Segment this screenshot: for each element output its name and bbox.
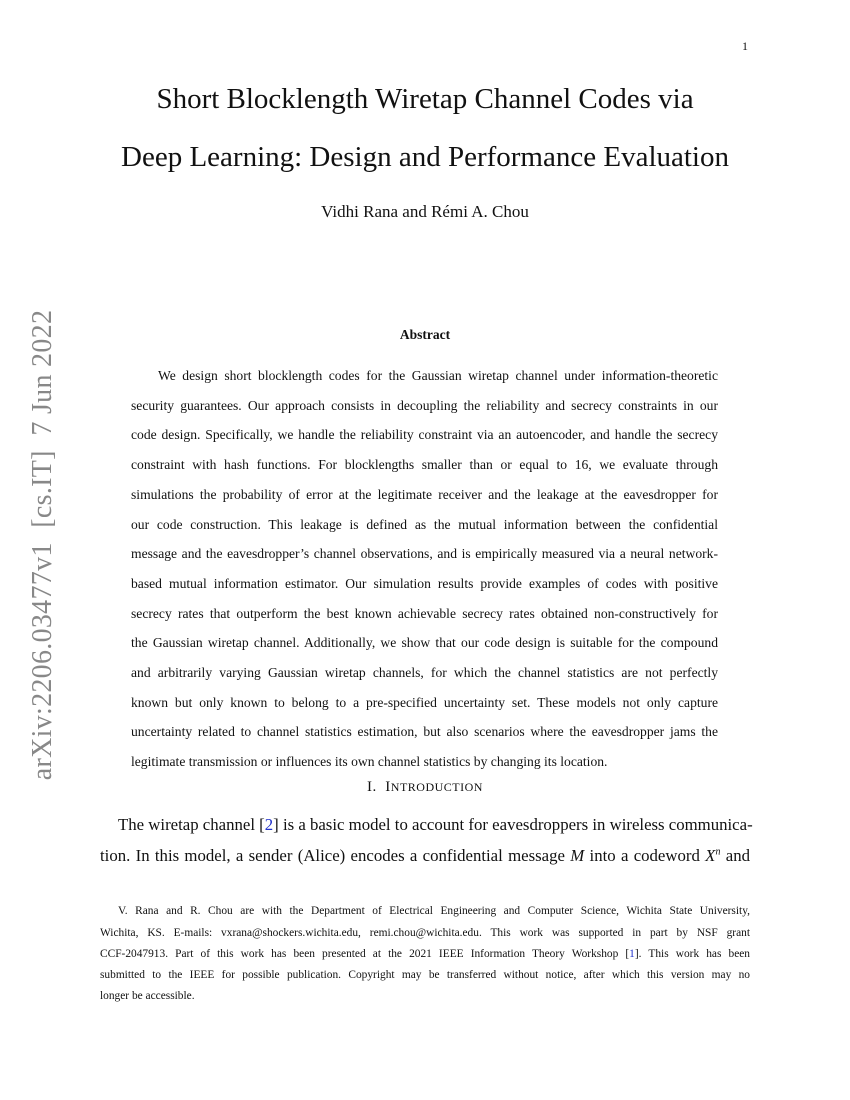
abstract-line: the Gaussian wiretap channel. Additionally, we show that our code design is suitable for the compound <box>131 635 718 651</box>
abstract-line: code design. Specifically, we handle the reliability constraint via an autoencoder, and handle the secrecy <box>131 427 718 443</box>
intro-line-1: The wiretap channel [2] is a basic model to account for eavesdroppers in wireless communica- <box>118 815 753 834</box>
arxiv-stamp: arXiv:2206.03477v1 [cs.IT] 7 Jun 2022 <box>27 309 58 781</box>
authors: Vidhi Rana and Rémi A. Chou <box>321 202 529 221</box>
abstract-line: and arbitrarily varying Gaussian wiretap channels, for which the channel statistics are not perfectly <box>131 665 718 680</box>
page-number: 1 <box>742 39 748 53</box>
abstract-line: known but only known to belong to a pre-specified uncertainty set. These models not only capture <box>131 694 718 710</box>
abstract-line: legitimate transmission or influences its own channel statistics by changing its location. <box>131 754 608 770</box>
abstract-line: simulations the probability of error at the legitimate receiver and the leakage at the eavesdropper for <box>131 486 718 502</box>
abstract-line: uncertainty related to channel statistics estimation, but also scenarios where the eavesdropper jams the <box>131 724 718 740</box>
abstract-line: based mutual information estimator. Our simulation results provide examples of codes with positive <box>131 575 718 591</box>
footnote-line: V. Rana and R. Chou are with the Department of Electrical Engineering and Computer Science, Wichita State University, <box>118 905 750 917</box>
abstract-line: message and the eavesdropper’s channel observations, and is empirically measured via a neural network- <box>131 546 718 562</box>
footnote-line: Wichita, KS. E-mails: vxrana@shockers.wichita.edu, remi.chou@wichita.edu. This work was supported in part by NSF grant <box>100 927 750 939</box>
intro-line-2: tion. In this model, a sender (Alice) encodes a confidential message M into a codeword $X^n$ and <box>100 846 750 865</box>
citation-link[interactable]: 1 <box>629 948 635 960</box>
abstract-line: constraint with hash functions. For blocklengths smaller than or equal to 16, we evaluate through <box>131 457 718 473</box>
section-heading: I. INTRODUCTION <box>367 779 483 795</box>
footnote-line: longer be accessible. <box>100 990 195 1002</box>
abstract-line: secrecy rates that outperform the best known achievable secrecy rates obtained non-constructively for <box>131 605 718 621</box>
paper-title-line-2: Deep Learning: Design and Performance Evaluation <box>121 141 729 173</box>
footnote-line: CCF-2047913. Part of this work has been presented at the 2021 IEEE Information Theory Workshop [1]. This work has been <box>100 948 751 960</box>
abstract-line: security guarantees. Our approach consists in decoupling the reliability and secrecy constraints in our <box>131 397 718 413</box>
abstract-line: We design short blocklength codes for the Gaussian wiretap channel under information-theoretic <box>158 368 718 383</box>
paper-title-line-1: Short Blocklength Wiretap Channel Codes via <box>156 83 694 115</box>
footnote-line: submitted to the IEEE for possible publication. Copyright may be transferred without notice, after which this version may no <box>100 969 750 981</box>
citation-link[interactable]: 2 <box>264 815 274 834</box>
abstract-heading: Abstract <box>399 327 451 342</box>
abstract-line: our code construction. This leakage is defined as the mutual information between the confidential <box>131 516 718 532</box>
